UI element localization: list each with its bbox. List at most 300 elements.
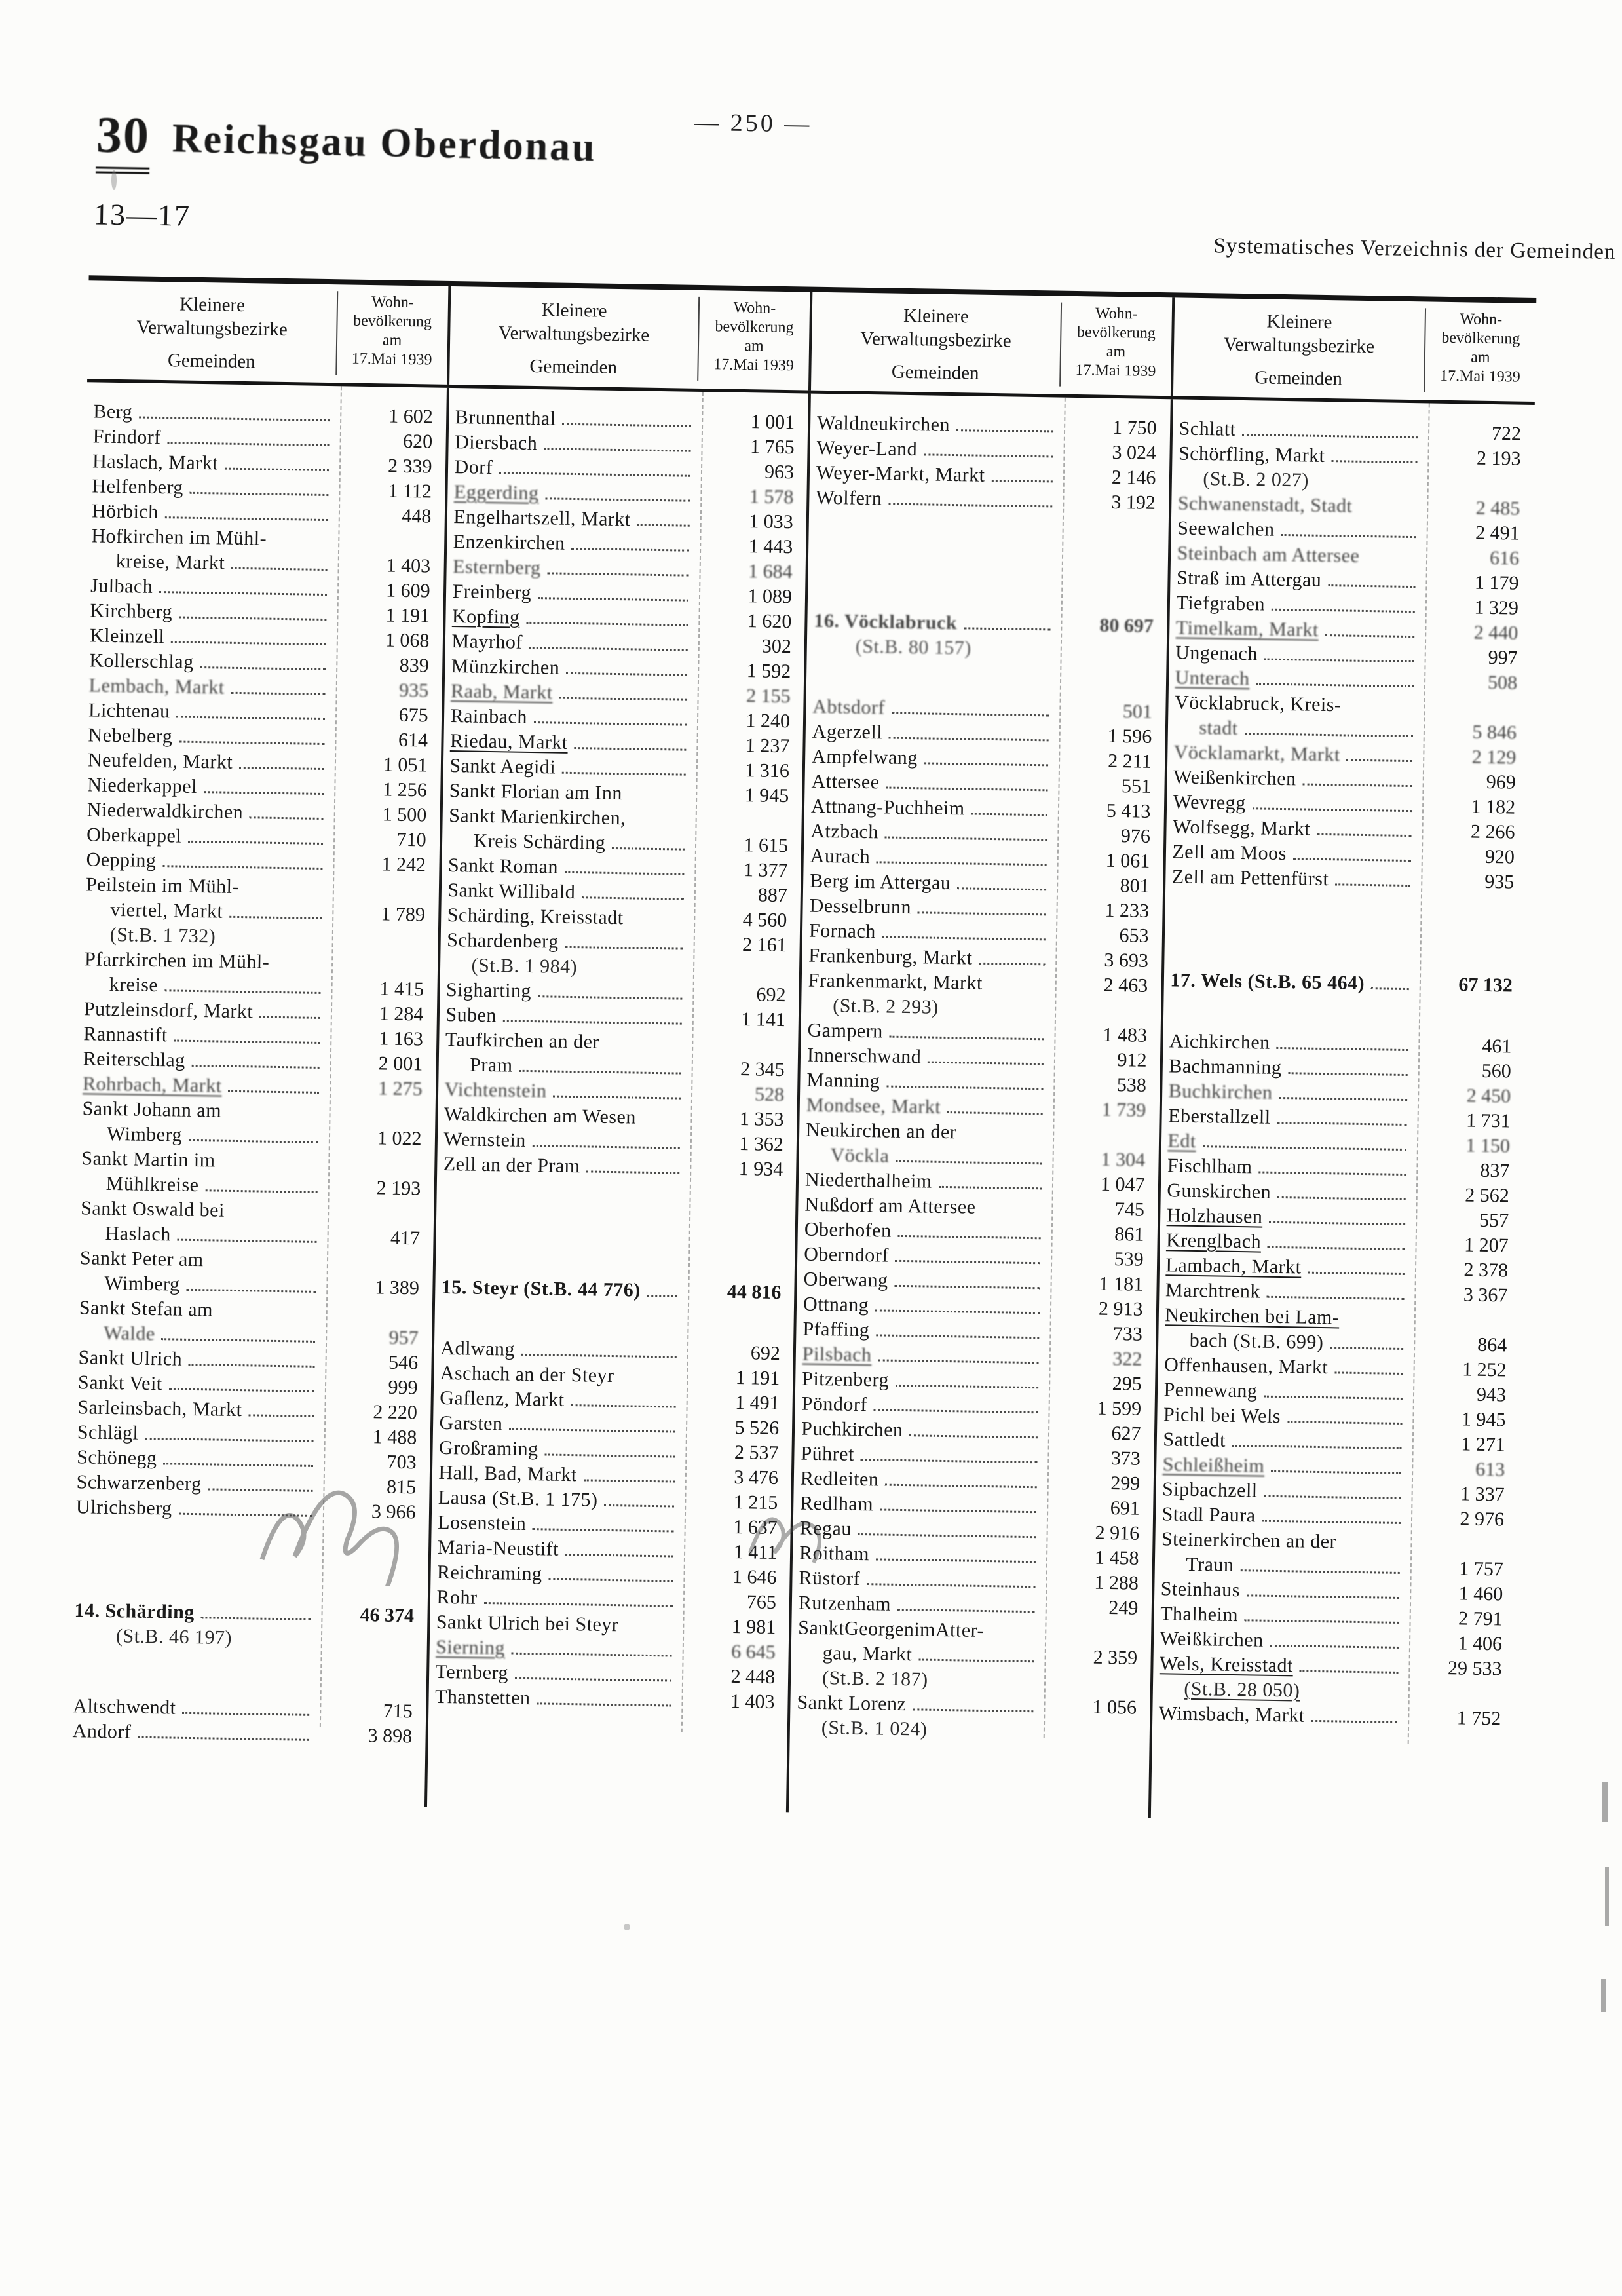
municipality-name: Neukirchen an der bbox=[805, 1119, 957, 1143]
dot-leader bbox=[1277, 1122, 1406, 1126]
municipality-name: Oberwang bbox=[803, 1268, 888, 1292]
municipality-name: Wernstein bbox=[443, 1128, 527, 1151]
dot-leader bbox=[178, 1239, 316, 1243]
municipality-name: Straß im Attergau bbox=[1176, 567, 1322, 591]
municipality-name: Maria-Neustift bbox=[437, 1536, 559, 1560]
population-value: 1 271 bbox=[1461, 1433, 1506, 1456]
population-value: 2 155 bbox=[745, 685, 791, 708]
municipality-name: Lambach, Markt bbox=[1165, 1254, 1302, 1278]
dot-leader bbox=[1277, 1196, 1406, 1200]
dot-leader bbox=[165, 516, 328, 521]
population-value: 501 bbox=[1122, 700, 1153, 723]
municipality-name: (St.B. 80 157) bbox=[855, 635, 972, 659]
population-value: 969 bbox=[1486, 771, 1516, 794]
population-value: 1 288 bbox=[1094, 1571, 1139, 1594]
population-value: 448 bbox=[402, 505, 432, 527]
right-caption: Systematisches Verzeichnis der Gemeinden bbox=[1213, 234, 1616, 264]
municipality-name: Schärding, Kreisstadt bbox=[447, 904, 624, 929]
section-number: 30 bbox=[96, 105, 151, 174]
population-value: 1 181 bbox=[1099, 1272, 1144, 1295]
municipality-name: Steinbach am Attersee bbox=[1177, 542, 1360, 567]
dot-leader bbox=[192, 1065, 320, 1069]
dot-leader bbox=[1247, 1594, 1399, 1599]
municipality-name: Sankt Stefan am bbox=[79, 1297, 214, 1321]
municipality-name: Vichtenstein bbox=[444, 1078, 547, 1102]
dot-leader bbox=[533, 1145, 680, 1149]
municipality-name: Wels, Kreisstadt bbox=[1159, 1653, 1294, 1677]
dot-leader bbox=[582, 896, 684, 900]
dot-leader bbox=[138, 1736, 309, 1741]
municipality-name: Atzbach bbox=[810, 820, 879, 843]
dot-leader bbox=[1264, 1495, 1401, 1499]
population-value: 912 bbox=[1117, 1049, 1147, 1071]
municipality-name: kreise bbox=[109, 973, 159, 997]
municipality-name: Seewalchen bbox=[1177, 517, 1275, 541]
municipality-name: Schlatt bbox=[1179, 417, 1236, 440]
population-value: 3 476 bbox=[734, 1466, 779, 1489]
dot-leader bbox=[204, 791, 324, 795]
municipality-name: Waldneukirchen bbox=[816, 411, 951, 436]
dot-leader bbox=[534, 721, 687, 726]
dot-leader bbox=[565, 871, 685, 875]
municipality-name: Münzkirchen bbox=[451, 655, 560, 679]
municipality-name: Sigharting bbox=[445, 978, 532, 1003]
municipality-name: Sankt Lorenz bbox=[797, 1691, 907, 1715]
table-column bbox=[1150, 399, 1534, 1824]
municipality-name: Sankt Peter am bbox=[79, 1247, 204, 1271]
dot-leader bbox=[1203, 1145, 1406, 1151]
population-value: 3 024 bbox=[1112, 441, 1157, 464]
table-row bbox=[443, 1152, 793, 1182]
table-row bbox=[816, 486, 1165, 516]
municipality-name: Putzleinsdorf, Markt bbox=[83, 998, 254, 1023]
dot-leader bbox=[537, 1702, 671, 1706]
population-value: 302 bbox=[761, 635, 792, 658]
population-value: 551 bbox=[1121, 775, 1152, 797]
dot-leader bbox=[947, 1111, 1042, 1115]
dot-leader bbox=[1352, 512, 1422, 514]
population-value: 957 bbox=[388, 1326, 419, 1349]
dot-leader bbox=[1242, 434, 1418, 438]
dot-leader bbox=[1262, 1520, 1401, 1524]
population-value: 1 001 bbox=[750, 411, 795, 434]
municipality-name: Sankt Ulrich bbox=[78, 1347, 183, 1370]
municipality-name: Pram bbox=[469, 1054, 513, 1077]
municipality-name: Aurach bbox=[810, 845, 871, 868]
dot-leader bbox=[885, 836, 1047, 841]
dot-leader bbox=[248, 1414, 313, 1417]
population-value: 1 731 bbox=[1465, 1109, 1511, 1132]
municipality-name: Lichtenau bbox=[88, 699, 170, 723]
municipality-name: Regau bbox=[799, 1517, 852, 1540]
dot-leader bbox=[1267, 1296, 1405, 1300]
dot-leader bbox=[182, 1712, 309, 1716]
population-value: 539 bbox=[1114, 1248, 1144, 1271]
dot-leader bbox=[1325, 634, 1414, 638]
population-value: 1 406 bbox=[1458, 1632, 1503, 1655]
dot-leader bbox=[924, 762, 1048, 766]
municipality-name: Schönegg bbox=[77, 1446, 157, 1470]
population-value: 613 bbox=[1475, 1458, 1505, 1481]
population-value: 5 413 bbox=[1106, 799, 1151, 822]
dot-leader bbox=[189, 1139, 318, 1143]
population-value: 295 bbox=[1112, 1373, 1142, 1395]
municipality-name: Ulrichsberg bbox=[75, 1496, 172, 1520]
municipality-name: Sattledt bbox=[1163, 1428, 1226, 1451]
population-value: 528 bbox=[754, 1083, 785, 1106]
population-value: 2 378 bbox=[1463, 1259, 1509, 1282]
population-value: 976 bbox=[1120, 825, 1151, 847]
population-value: 1 047 bbox=[1100, 1173, 1145, 1196]
population-value: 887 bbox=[757, 884, 788, 907]
dot-leader bbox=[503, 1020, 682, 1024]
dot-leader bbox=[1330, 1347, 1403, 1350]
municipality-name: Peilstein im Mühl- bbox=[85, 873, 240, 898]
population-value: 2 485 bbox=[1475, 497, 1520, 520]
dot-leader bbox=[991, 480, 1052, 482]
dot-leader bbox=[512, 1653, 672, 1657]
municipality-name: Walde bbox=[103, 1322, 155, 1345]
municipality-name: Fischlham bbox=[1167, 1155, 1253, 1178]
population-value: 4 560 bbox=[742, 909, 787, 932]
population-value: 920 bbox=[1484, 845, 1515, 868]
population-value: 1 056 bbox=[1092, 1696, 1137, 1719]
municipality-name: Niederwaldkirchen bbox=[86, 799, 244, 824]
municipality-name: Reichraming bbox=[436, 1561, 542, 1585]
municipality-name: Sankt Willibald bbox=[447, 879, 576, 904]
population-value: 935 bbox=[398, 679, 429, 702]
dot-leader bbox=[874, 1409, 1038, 1413]
municipality-name: Esternberg bbox=[452, 556, 541, 579]
population-value: 2 266 bbox=[1470, 820, 1515, 843]
dot-leader bbox=[159, 591, 326, 596]
population-value: 299 bbox=[1110, 1472, 1141, 1495]
municipality-name: Ternberg bbox=[435, 1660, 509, 1684]
dot-leader bbox=[586, 1170, 679, 1174]
municipality-name: Rohr bbox=[436, 1586, 478, 1609]
municipality-name: (St.B. 2 187) bbox=[821, 1667, 928, 1691]
dot-leader bbox=[231, 692, 326, 695]
population-value: 1 491 bbox=[734, 1391, 780, 1415]
population-value: 1 337 bbox=[1460, 1483, 1505, 1506]
municipality-name: Stadl Paura bbox=[1161, 1503, 1256, 1527]
municipality-name: Steinhaus bbox=[1160, 1578, 1241, 1601]
municipality-name: Pennewang bbox=[1163, 1379, 1258, 1402]
population-value: 765 bbox=[746, 1591, 777, 1614]
municipality-name: Pfaffing bbox=[802, 1318, 870, 1341]
population-value: 1 609 bbox=[385, 579, 430, 602]
population-value: 2 146 bbox=[1111, 466, 1156, 489]
population-value: 1 389 bbox=[375, 1276, 420, 1299]
municipality-name: Oberkappel bbox=[86, 824, 182, 847]
dot-leader bbox=[1300, 1670, 1399, 1674]
dot-leader bbox=[499, 472, 690, 477]
municipality-name: (St.B. 1 732) bbox=[109, 923, 216, 947]
municipality-name: Wolfern bbox=[816, 486, 882, 510]
population-value: 1 578 bbox=[749, 486, 794, 508]
municipality-name: Brunnenthal bbox=[455, 406, 556, 430]
dot-leader bbox=[176, 716, 324, 720]
district-name: 17. Wels (St.B. 65 464) bbox=[1170, 969, 1365, 995]
dot-leader bbox=[562, 423, 691, 427]
population-value: 1 599 bbox=[1097, 1397, 1142, 1420]
municipality-name: Sankt Aegidi bbox=[449, 755, 556, 778]
scan-artifact bbox=[1601, 1979, 1606, 2012]
population-value: 1 033 bbox=[749, 510, 794, 533]
municipality-name: Kreis Schärding bbox=[473, 830, 606, 854]
population-value: 557 bbox=[1479, 1209, 1509, 1232]
municipalities-table bbox=[65, 275, 1536, 1824]
municipality-name: Nebelberg bbox=[88, 724, 173, 748]
population-value: 2 491 bbox=[1475, 522, 1520, 545]
dot-leader bbox=[228, 1090, 318, 1094]
dot-leader bbox=[622, 799, 690, 801]
municipality-name: Wimsbach, Markt bbox=[1158, 1702, 1305, 1727]
municipality-name: Frankenburg, Markt bbox=[808, 944, 973, 969]
municipality-name: (St.B. 28 050) bbox=[1184, 1677, 1300, 1702]
population-value: 710 bbox=[396, 828, 426, 851]
population-value: 616 bbox=[1489, 546, 1520, 569]
dot-leader bbox=[880, 1508, 1036, 1513]
municipality-name: Weyer-Land bbox=[816, 436, 918, 461]
population-value: 1 460 bbox=[1458, 1582, 1503, 1605]
dot-leader bbox=[1279, 1097, 1407, 1101]
population-value: 1 739 bbox=[1101, 1098, 1146, 1121]
municipality-name: Schleißheim bbox=[1162, 1453, 1265, 1477]
municipality-name: Frankenmarkt, Markt bbox=[808, 969, 983, 994]
municipality-name: Sankt Veit bbox=[77, 1371, 162, 1395]
municipality-name: Weißenkirchen bbox=[1173, 766, 1296, 790]
population-value: 2 161 bbox=[742, 934, 787, 957]
dot-leader bbox=[1270, 1645, 1398, 1649]
population-value: 1 684 bbox=[747, 560, 793, 583]
municipality-name: Sankt Johann am bbox=[82, 1098, 222, 1122]
municipality-name: Kirchberg bbox=[90, 600, 173, 623]
population-value: 1 945 bbox=[1461, 1408, 1506, 1431]
dot-leader bbox=[938, 1186, 1041, 1189]
municipality-name: Pitzenberg bbox=[802, 1368, 890, 1391]
dot-leader bbox=[168, 442, 330, 446]
municipality-name: Roitham bbox=[799, 1542, 870, 1565]
population-value: 46 374 bbox=[360, 1604, 415, 1627]
dot-leader bbox=[894, 1285, 1040, 1289]
population-value: 997 bbox=[1488, 646, 1518, 669]
scan-artifact bbox=[1602, 1782, 1608, 1822]
municipality-name: Oberhofen bbox=[804, 1218, 892, 1242]
dot-leader bbox=[964, 627, 1050, 630]
municipality-name: Dorf bbox=[454, 456, 493, 478]
dot-leader bbox=[521, 1354, 677, 1358]
population-value: 1 242 bbox=[381, 853, 426, 876]
municipality-name: Reiterschlag bbox=[83, 1048, 186, 1071]
population-value: 963 bbox=[764, 461, 795, 484]
population-value: 29 533 bbox=[1447, 1657, 1502, 1680]
population-value: 2 211 bbox=[1108, 750, 1152, 773]
population-value: 3 693 bbox=[1104, 949, 1149, 972]
municipality-name: Redlham bbox=[800, 1492, 874, 1516]
municipality-name: Niederkappel bbox=[87, 774, 198, 797]
population-value: 1 163 bbox=[379, 1027, 424, 1050]
population-value: 1 602 bbox=[388, 405, 434, 428]
dot-leader bbox=[559, 697, 687, 701]
population-value: 1 240 bbox=[745, 710, 791, 733]
municipality-name: Adlwang bbox=[440, 1337, 516, 1360]
dot-leader bbox=[1244, 733, 1412, 737]
page-number: — 250 — bbox=[694, 108, 812, 138]
dot-leader bbox=[1277, 1047, 1408, 1051]
dot-leader bbox=[1331, 460, 1417, 463]
population-value: 2 976 bbox=[1460, 1508, 1505, 1531]
population-value: 2 359 bbox=[1093, 1646, 1138, 1669]
population-value: 943 bbox=[1476, 1383, 1507, 1406]
population-value: 1 750 bbox=[1112, 416, 1157, 439]
header-population-label: Wohn- bevölkerung am 17.Mai 1939 bbox=[697, 297, 810, 383]
dot-leader bbox=[239, 767, 324, 770]
municipality-name: Abtsdorf bbox=[812, 695, 886, 719]
dot-leader bbox=[545, 497, 690, 501]
population-value: 508 bbox=[1487, 671, 1518, 694]
dot-leader bbox=[250, 816, 323, 820]
population-value: 2 220 bbox=[373, 1401, 418, 1424]
dot-leader bbox=[876, 1334, 1039, 1339]
page-content bbox=[1, 0, 1616, 1748]
municipality-name: Rohrbach, Markt bbox=[82, 1073, 222, 1097]
population-value: 1 981 bbox=[731, 1615, 776, 1639]
dot-leader bbox=[979, 963, 1044, 966]
population-value: 67 132 bbox=[1458, 974, 1513, 997]
dot-leader bbox=[1253, 807, 1412, 812]
population-value: 2 916 bbox=[1095, 1521, 1140, 1544]
dot-leader bbox=[145, 1438, 313, 1442]
population-value: 538 bbox=[1116, 1074, 1147, 1096]
population-value: 1 112 bbox=[388, 480, 432, 503]
dot-leader bbox=[975, 1214, 1046, 1215]
district-header-row bbox=[1170, 968, 1522, 998]
municipality-name: Sarleinsbach, Markt bbox=[77, 1396, 242, 1421]
dot-leader bbox=[1287, 1421, 1402, 1425]
municipality-name: Desselbrunn bbox=[809, 894, 912, 919]
table-row bbox=[1159, 1701, 1511, 1731]
dot-leader bbox=[957, 887, 1046, 890]
municipality-name: Hofkirchen im Mühl- bbox=[91, 525, 267, 550]
population-value: 1 934 bbox=[738, 1158, 783, 1181]
dot-leader bbox=[928, 1062, 1043, 1065]
municipality-name: Aichkirchen bbox=[1169, 1030, 1270, 1054]
dot-leader bbox=[259, 1016, 320, 1019]
municipality-name: Schörfling, Markt bbox=[1178, 442, 1325, 467]
population-value: 560 bbox=[1481, 1060, 1512, 1082]
municipality-name: Kollerschlag bbox=[89, 649, 194, 673]
population-value: 2 537 bbox=[734, 1441, 779, 1464]
municipality-name: Enzenkirchen bbox=[453, 531, 565, 554]
dot-leader bbox=[566, 672, 687, 676]
dot-leader bbox=[1311, 1720, 1398, 1723]
dot-leader bbox=[875, 1309, 1039, 1314]
dot-leader bbox=[515, 1677, 671, 1682]
municipality-name: Mayrhof bbox=[451, 630, 523, 653]
population-value: 620 bbox=[402, 430, 433, 453]
municipality-name: Vöcklamarkt, Markt bbox=[1173, 741, 1341, 766]
population-value: 1 752 bbox=[1456, 1707, 1501, 1730]
dot-leader bbox=[1317, 833, 1411, 837]
municipality-name: Mondsee, Markt bbox=[806, 1094, 941, 1118]
municipality-name: Eggerding bbox=[453, 481, 539, 505]
municipality-name: Sankt Oswald bei bbox=[80, 1197, 225, 1221]
header-cell bbox=[811, 292, 1175, 396]
municipality-name: Hörbich bbox=[91, 500, 159, 523]
municipality-name: Pühret bbox=[801, 1442, 855, 1465]
municipality-name: Altschwendt bbox=[73, 1695, 176, 1719]
municipality-name: Sankt Martin im bbox=[81, 1147, 216, 1172]
municipality-name: bach (St.B. 699) bbox=[1189, 1329, 1324, 1354]
population-value: 1 329 bbox=[1474, 596, 1519, 619]
dot-leader bbox=[1271, 1470, 1401, 1474]
municipality-name: Kleinzell bbox=[89, 624, 165, 648]
municipality-name: viertel, Markt bbox=[110, 898, 223, 923]
municipality-name: Sipbachzell bbox=[1161, 1478, 1258, 1502]
header-gemeinden-label: Kleinere Verwaltungsbezirke Gemeinden bbox=[136, 294, 288, 373]
header-cell bbox=[1173, 297, 1536, 402]
municipality-name: Pöndorf bbox=[801, 1392, 868, 1416]
municipality-name: Steinerkirchen an der bbox=[1161, 1528, 1337, 1553]
page-title bbox=[96, 105, 597, 181]
municipality-name: Oepping bbox=[86, 849, 157, 872]
population-value: 1 353 bbox=[739, 1108, 784, 1131]
population-value: 1 068 bbox=[385, 629, 430, 652]
municipality-name: kreise, Markt bbox=[115, 550, 225, 574]
population-value: 1 237 bbox=[745, 735, 790, 757]
municipality-name: Ungenach bbox=[1175, 641, 1258, 665]
dot-leader bbox=[553, 1096, 681, 1100]
table-row bbox=[72, 1719, 421, 1749]
population-value: 546 bbox=[388, 1351, 419, 1374]
dot-leader bbox=[1258, 1171, 1406, 1176]
population-value: 1 765 bbox=[749, 436, 795, 459]
dot-leader bbox=[231, 567, 327, 571]
municipality-name: Rainbach bbox=[450, 705, 528, 728]
dot-leader bbox=[983, 989, 1049, 991]
municipality-name: Wevregg bbox=[1173, 791, 1246, 814]
dot-leader bbox=[169, 1388, 314, 1392]
district-name: 14. Schärding bbox=[74, 1599, 195, 1624]
dot-leader bbox=[139, 417, 330, 422]
dot-leader bbox=[1359, 562, 1421, 563]
population-value: 2 448 bbox=[730, 1665, 776, 1688]
municipality-name: Eberstallzell bbox=[1167, 1105, 1271, 1128]
dot-leader bbox=[886, 1086, 1043, 1090]
municipality-name: Haslach bbox=[105, 1222, 172, 1246]
population-value: 614 bbox=[398, 729, 428, 752]
dot-leader bbox=[179, 617, 326, 621]
population-value: 653 bbox=[1119, 925, 1149, 947]
population-value: 1 615 bbox=[744, 834, 789, 857]
scan-artifact bbox=[111, 170, 117, 190]
population-value: 801 bbox=[1120, 875, 1150, 897]
dot-leader bbox=[918, 1658, 1034, 1662]
population-value: 1 443 bbox=[748, 535, 793, 558]
population-value: 715 bbox=[383, 1700, 413, 1723]
municipality-name: Hall, Bad, Markt bbox=[438, 1461, 577, 1486]
municipality-name: SanktGeorgenimAtter- bbox=[798, 1617, 985, 1641]
dot-leader bbox=[162, 865, 322, 870]
dot-leader bbox=[647, 1295, 678, 1297]
population-value: 839 bbox=[399, 654, 430, 677]
district-name: 16. Vöcklabruck bbox=[814, 609, 958, 634]
population-value: 837 bbox=[1480, 1159, 1510, 1182]
population-value: 1 403 bbox=[730, 1690, 775, 1713]
header-cell bbox=[87, 280, 451, 385]
population-value: 5 526 bbox=[734, 1416, 780, 1440]
